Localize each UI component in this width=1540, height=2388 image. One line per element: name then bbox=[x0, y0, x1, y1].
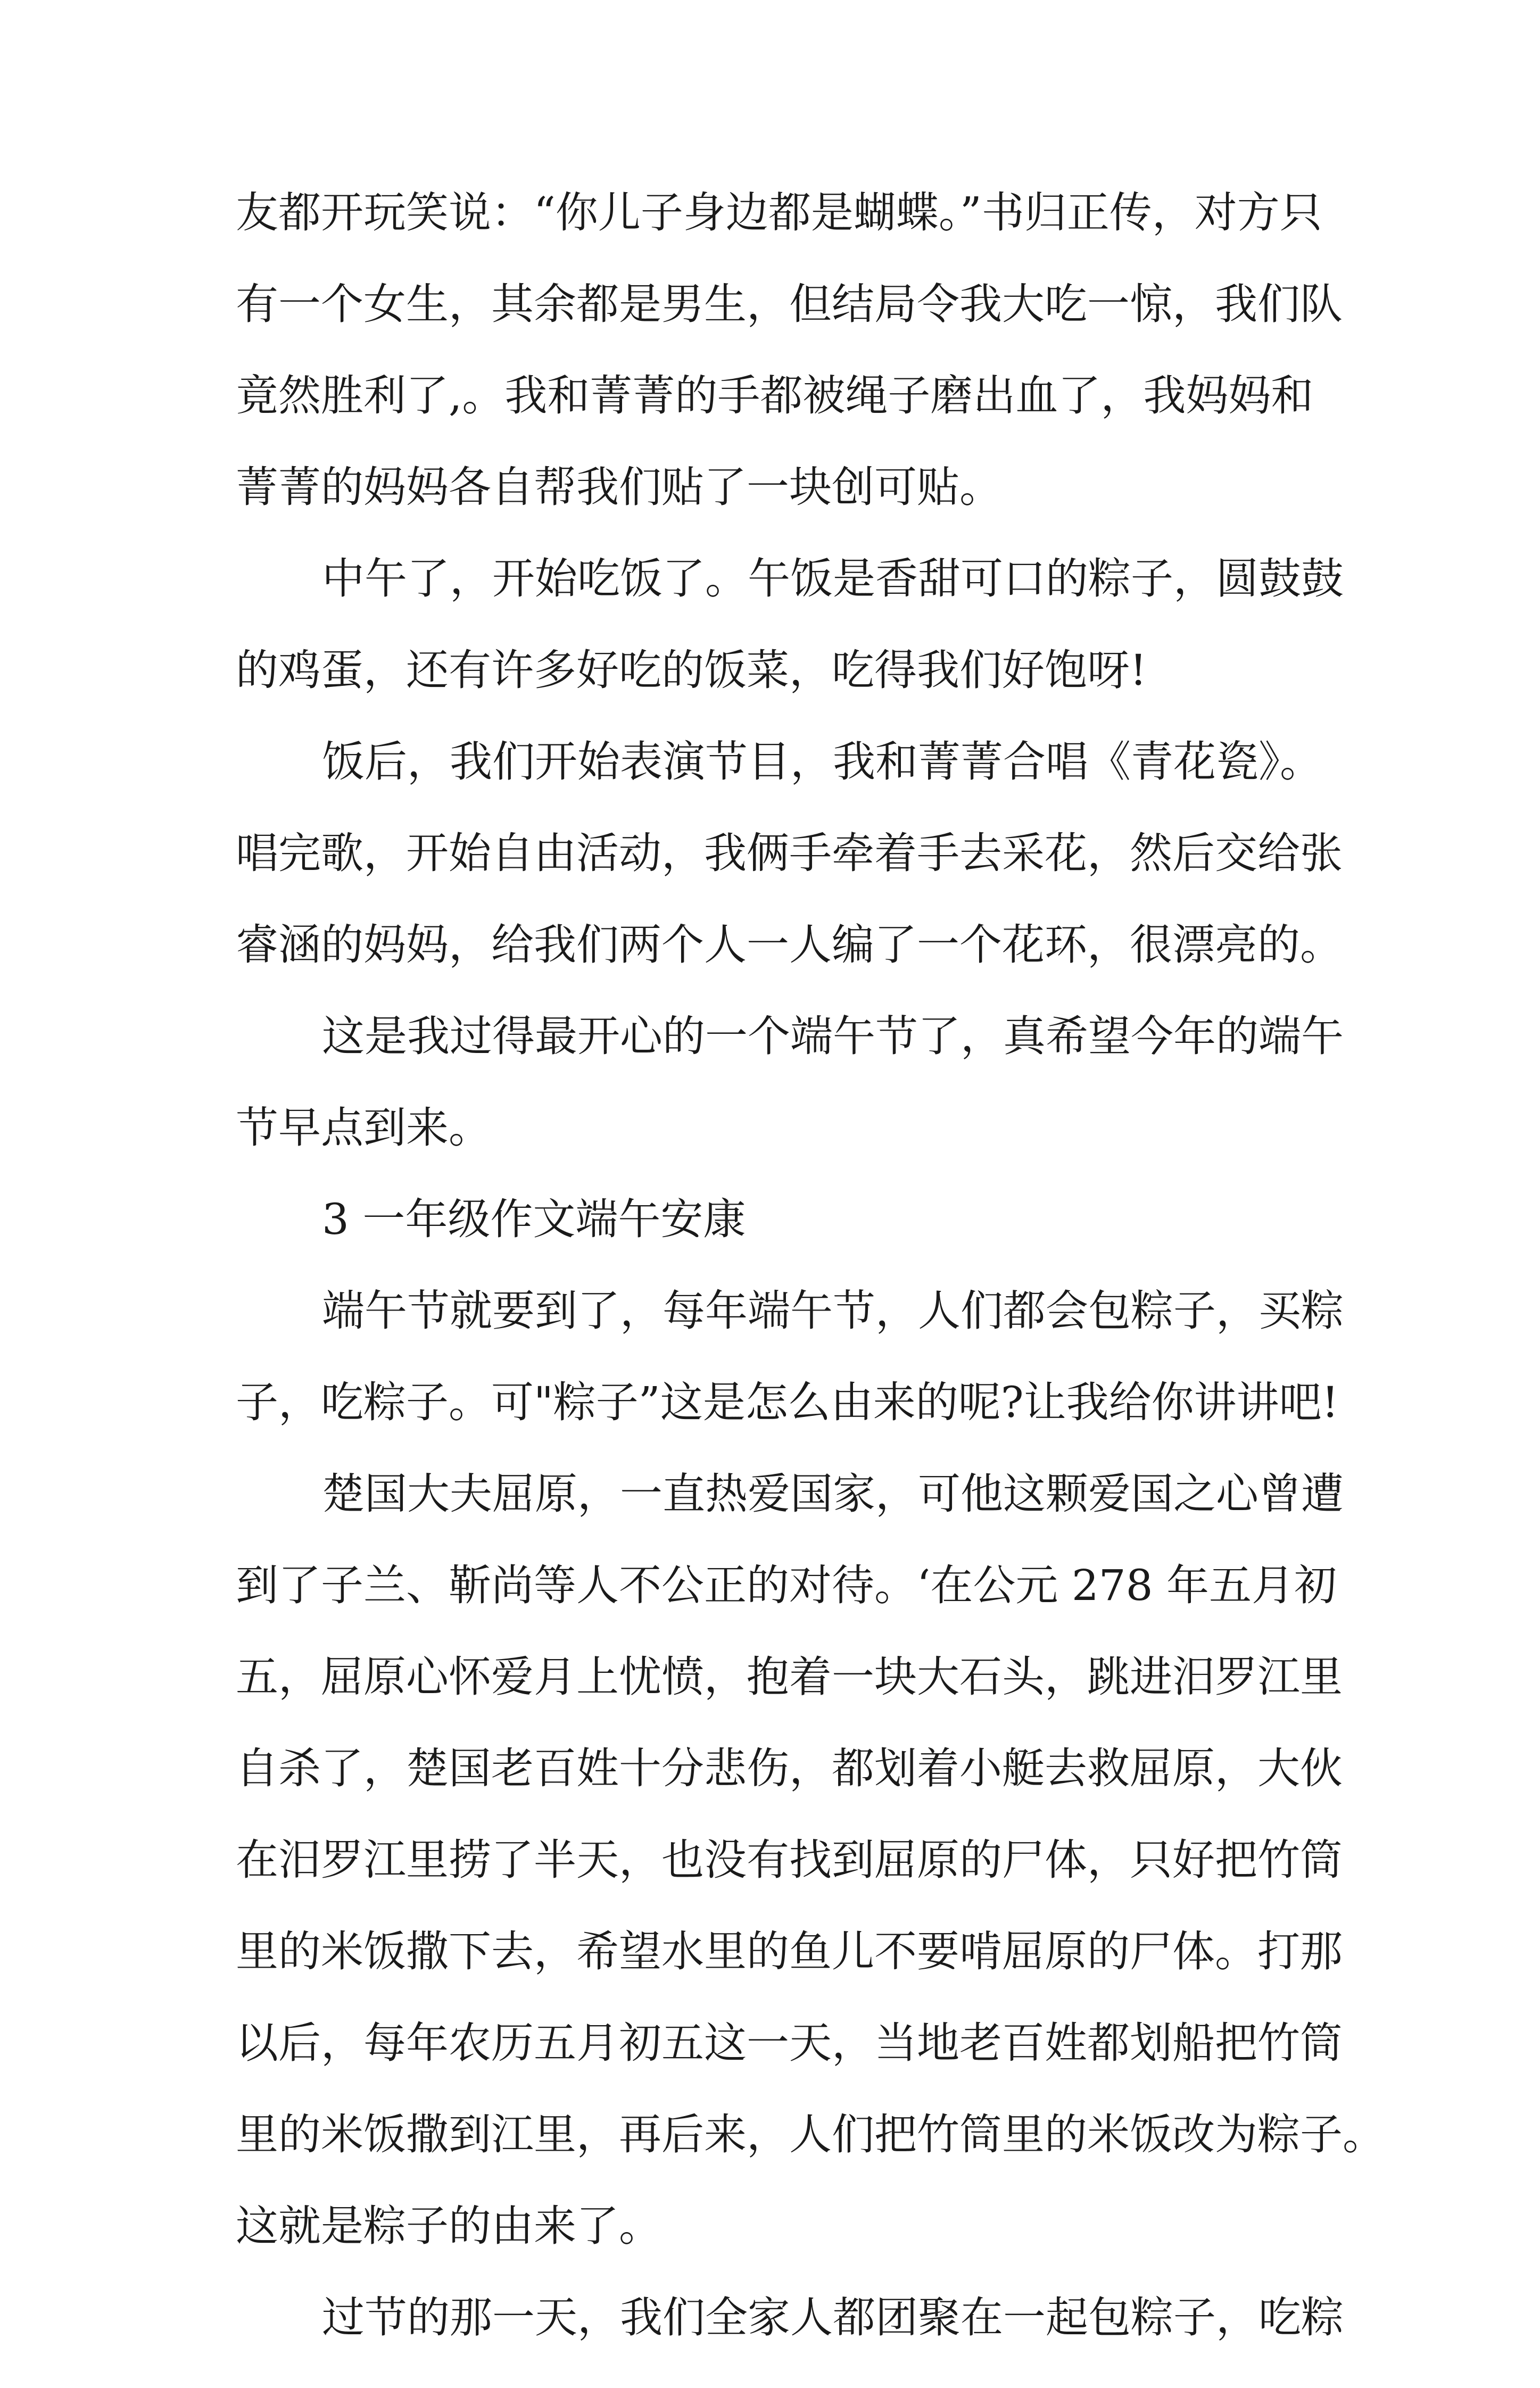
text-line: 到了子兰、靳尚等人不公正的对待。‘在公元 278 年五月初 bbox=[236, 1561, 1337, 1610]
paragraph-first-line: 这是我过得最开心的一个端午节了，真希望今年的端午 bbox=[322, 1011, 1344, 1061]
text-line: 竟然胜利了,。我和菁菁的手都被绳子磨出血了，我妈妈和 bbox=[236, 371, 1314, 420]
text-line: 五，屈原心怀爱月上忧愤，抱着一块大石头，跳进汨罗江里 bbox=[236, 1652, 1343, 1702]
section-heading: 3 一年级作文端午安康 bbox=[322, 1195, 746, 1244]
paragraph-first-line: 端午节就要到了，每年端午节，人们都会包粽子，买粽 bbox=[322, 1286, 1344, 1336]
text-line: 友都开玩笑说：“你儿子身边都是蝴蝶。”书归正传，对方只 bbox=[236, 188, 1322, 237]
paragraph-first-line: 饭后，我们开始表演节目，我和菁菁合唱《青花瓷》。 bbox=[322, 737, 1322, 786]
text-line: 这就是粽子的由来了。 bbox=[236, 2201, 661, 2251]
text-line: 菁菁的妈妈各自帮我们贴了一块创可贴。 bbox=[236, 462, 1002, 512]
text-line: 在汨罗江里捞了半天，也没有找到屈原的尸体，只好把竹筒 bbox=[236, 1835, 1343, 1885]
text-line: 唱完歌，开始自由活动，我俩手牵着手去采花，然后交给张 bbox=[236, 828, 1343, 878]
paragraph-first-line: 中午了，开始吃饭了。午饭是香甜可口的粽子，圆鼓鼓 bbox=[322, 554, 1344, 603]
paragraph-first-line: 过节的那一天，我们全家人都团聚在一起包粽子，吃粽 bbox=[322, 2293, 1344, 2342]
text-line: 里的米饭撒到江里，再后来，人们把竹筒里的米饭改为粽子。 bbox=[236, 2110, 1385, 2159]
text-line: 里的米饭撒下去，希望水里的鱼儿不要啃屈原的尸体。打那 bbox=[236, 1927, 1343, 1976]
text-line: 节早点到来。 bbox=[236, 1103, 491, 1152]
text-line: 睿涵的妈妈，给我们两个人一人编了一个花环，很漂亮的。 bbox=[236, 920, 1343, 969]
text-line: 子，吃粽子。可"粽子”这是怎么由来的呢?让我给你讲讲吧! bbox=[236, 1378, 1339, 1427]
text-line: 有一个女生，其余都是男生，但结局令我大吃一惊，我们队 bbox=[236, 279, 1343, 329]
document-body bbox=[236, 188, 1385, 2388]
paragraph-first-line: 楚国大夫屈原，一直热爱国家，可他这颗爱国之心曾遭 bbox=[322, 1469, 1344, 1519]
text-line: 的鸡蛋，还有许多好吃的饭菜，吃得我们好饱呀! bbox=[236, 645, 1147, 695]
text-line: 以后，每年农历五月初五这一天，当地老百姓都划船把竹筒 bbox=[236, 2018, 1343, 2068]
text-line: 自杀了，楚国老百姓十分悲伤，都划着小艇去救屈原，大伙 bbox=[236, 1744, 1343, 1793]
